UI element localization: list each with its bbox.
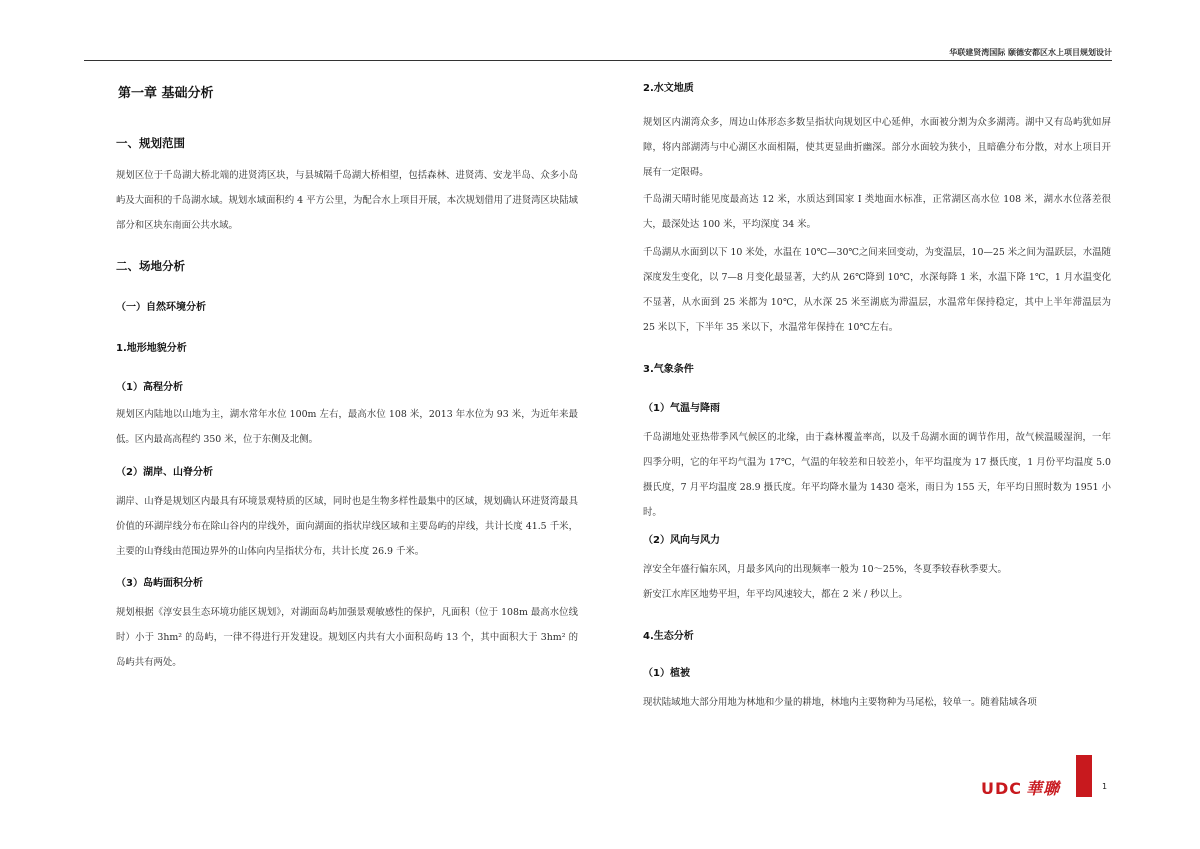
paragraph-scope: 规划区位于千岛湖大桥北端的进贤湾区块，与县城隔千岛湖大桥相望，包括森林、进贤湾、安龙半岛、众多小岛屿及大面积的千岛湖水域。规划水域面积约 4 平方公里，为配合水上项目开展，本次规划借用了进贤湾区块陆域部分和区块东南面公共水域。 xyxy=(116,170,578,231)
item-heading-temperature: （1）气温与降雨 xyxy=(643,403,720,414)
paragraph-wind-1: 淳安全年盛行偏东风，月最多风向的出现频率一般为 10～25%，冬夏季较春秋季要大。 xyxy=(643,564,1007,575)
item-heading-islands: （3）岛屿面积分析 xyxy=(116,578,203,589)
paragraph-elevation: 规划区内陆地以山地为主，湖水常年水位 100m 左右，最高水位 108 米，2013 年水位为 93 米，为近年来最低。区内最高高程约 350 米，位于东侧及北侧。 xyxy=(116,409,578,445)
item-heading-vegetation: （1）植被 xyxy=(643,668,690,679)
item-heading-ecology: 4.生态分析 xyxy=(643,631,694,642)
item-heading-elevation: （1）高程分析 xyxy=(116,382,183,393)
paragraph-hydrology-2: 千岛湖天晴时能见度最高达 12 米，水质达到国家 I 类地面水标准，正常湖区高水位 108 米，湖水水位落差很大，最深处达 100 米，平均深度 34 米。 xyxy=(643,194,1111,230)
paragraph-hydrology-1: 规划区内湖湾众多，周边山体形态多数呈指状向规划区中心延伸，水面被分割为众多湖湾。湖中又有岛屿犹如屏障，将内部湖湾与中心湖区水面相隔，使其更显曲折幽深。部分水面较为狭小，且暗礁分布分散，对水上项目开展有一定限碍。 xyxy=(643,117,1111,178)
item-heading-shoreline: （2）湖岸、山脊分析 xyxy=(116,467,213,478)
section-heading-scope: 一、规划范围 xyxy=(116,136,185,150)
header-title: 华联建贤湾国际 颐德安都区水上项目规划设计 xyxy=(949,48,1112,57)
item-heading-hydrology: 2.水文地质 xyxy=(643,83,694,94)
paragraph-wind-2: 新安江水库区地势平坦，年平均风速较大，都在 2 米 / 秒以上。 xyxy=(643,589,908,600)
item-heading-wind: （2）风向与风力 xyxy=(643,535,720,546)
logo-chinese: 華聯 xyxy=(1026,779,1061,798)
paragraph-hydrology-3: 千岛湖从水面到以下 10 米处，水温在 10℃—30℃之间来回变动，为变温层，10—25 米之间为温跃层，水温随深度发生变化，以 7—8 月变化最显著，大约从 26℃降到 10℃，水深每降 1 米，水温下降 1℃，1 月水温变化不显著，从水面到 25 米都为 10℃，从水深 25 米至湖底为滞温层，水温常年保持稳定，其中上半年滞温层为 25 米以下，下半年 35 米以下，水温常年保持在 10℃左右。 xyxy=(643,247,1111,333)
udc-logo xyxy=(981,776,1060,799)
item-heading-climate: 3.气象条件 xyxy=(643,364,694,375)
subsection-heading-natural: （一）自然环境分析 xyxy=(116,302,206,313)
paragraph-temperature: 千岛湖地处亚热带季风气候区的北缘，由于森林覆盖率高，以及千岛湖水面的调节作用，故气候温暖湿润，一年四季分明，它的年平均气温为 17℃，气温的年较差和日较差小，年平均温度为 17 摄氏度，1 月份平均温度 5.0 摄氏度，7 月平均温度 28.9 摄氏度。年平均降水量为 1430 毫米，雨日为 155 天，年平均日照时数为 1951 小时。 xyxy=(643,432,1111,518)
paragraph-shoreline: 湖岸、山脊是规划区内最具有环境景观特质的区域，同时也是生物多样性最集中的区域，规划确认环进贤湾最具价值的环湖岸线分布在除山谷内的岸线外，面向湖面的指状岸线区域和主要岛屿的岸线，共计长度 41.5 千米，主要的山脊线由范围边界外的山体向内呈指状分布，共计长度 26.9 千米。 xyxy=(116,496,578,557)
paragraph-islands: 规划根据《淳安县生态环境功能区规划》，对湖面岛屿加强景观敏感性的保护，凡面积（位于 108m 最高水位线时）小于 3hm² 的岛屿，一律不得进行开发建设。规划区内共有大小面积岛屿 13 个，其中面积大于 3hm² 的岛屿共有两处。 xyxy=(116,607,578,668)
paragraph-vegetation: 现状陆域地大部分用地为林地和少量的耕地，林地内主要物种为马尾松，较单一。随着陆域各项 xyxy=(643,697,1037,708)
page-number: 1 xyxy=(1102,782,1108,791)
chapter-title: 第一章 基础分析 xyxy=(118,86,214,101)
item-heading-terrain: 1.地形地貌分析 xyxy=(116,343,187,354)
header-divider xyxy=(84,60,1112,61)
logo-latin: UDC xyxy=(981,779,1023,798)
section-heading-site: 二、场地分析 xyxy=(116,259,185,273)
brand-color-bar xyxy=(1076,755,1092,797)
